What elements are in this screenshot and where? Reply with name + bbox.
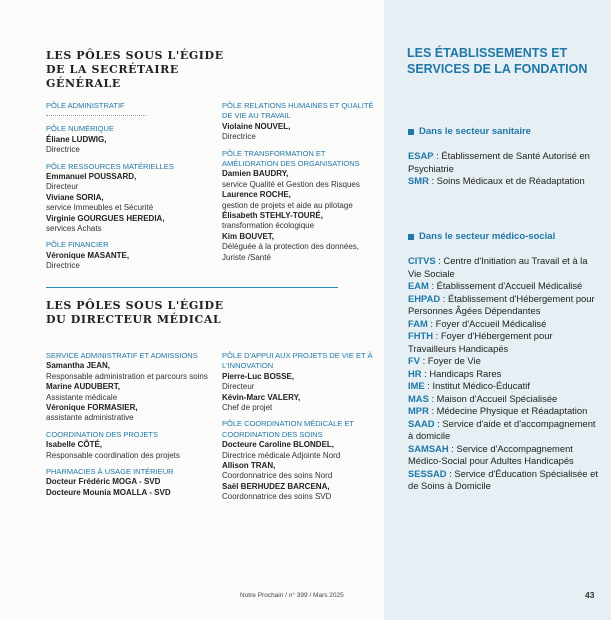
establishment-abbr: ESAP: [408, 150, 434, 161]
staff-name: Docteure Caroline BLONDEL,: [222, 440, 335, 450]
staff-group: [46, 124, 216, 155]
establishment-item: [408, 330, 598, 355]
staff-group: [46, 240, 216, 271]
section1-col-a: [46, 101, 216, 278]
staff-name: Isabelle CÔTÉ,: [46, 440, 103, 450]
establishment-abbr: SESSAD: [408, 467, 447, 479]
establishment-abbr: SAAD: [408, 417, 435, 429]
establishment-desc: : Service d'Éducation Spécialisée et de Soins à Domicile: [408, 467, 598, 491]
staff-role: Directeur: [46, 182, 79, 192]
staff-role: Assistante médicale: [46, 392, 118, 402]
staff-role: Responsable administration et parcours soins: [46, 371, 208, 381]
establishment-desc: : Établissement de Santé Autorisé en Psychiatrie: [408, 150, 590, 174]
group-heading: PÔLE NUMÉRIQUE: [46, 124, 114, 134]
establishment-abbr: FHTH: [408, 330, 433, 341]
group-spacer: [222, 503, 382, 509]
staff-group: [46, 351, 216, 424]
establishment-abbr: CITVS: [408, 255, 436, 266]
establishment-item: [408, 393, 598, 406]
staff-name: Véronique FORMASIER,: [46, 403, 138, 413]
medico-heading: [408, 231, 555, 242]
establishment-abbr: SAMSAH: [408, 442, 449, 454]
staff-name: Allison TRAN,: [222, 461, 276, 471]
page-number: 43: [585, 590, 595, 600]
establishment-item: [408, 443, 598, 468]
establishment-desc: : Service d'Accompagnement Médico-Social pour Adultes Handicapés: [408, 442, 574, 466]
square-bullet-icon: [408, 129, 414, 135]
staff-role: Directrice: [46, 145, 80, 155]
establishment-desc: : Foyer d'Hébergement pour Travailleurs Handicapés: [408, 330, 553, 354]
sanitaire-list: [408, 150, 598, 188]
group-heading: PÔLE RELATIONS HUMAINES ET QUALITÉ DE VIE AU TRAVAIL: [222, 101, 374, 121]
group-heading: PÔLE FINANCIER: [46, 240, 109, 250]
staff-group: [222, 351, 382, 413]
staff-role: service Immeubles et Sécurité: [46, 203, 154, 213]
group-spacer: [46, 498, 216, 504]
establishment-item: [408, 293, 598, 318]
staff-name: Damien BAUDRY,: [222, 169, 289, 179]
section2-col-b: [222, 351, 382, 509]
establishment-abbr: FAM: [408, 317, 428, 329]
establishment-item: [408, 418, 598, 443]
establishment-desc: : Soins Médicaux et de Réadaptation: [428, 175, 585, 186]
staff-role: Coordonnatrice des soins Nord: [222, 471, 333, 481]
staff-name: Marine AUDUBERT,: [46, 382, 120, 392]
staff-name: Docteure Mounia MOALLA - SVD: [46, 487, 171, 497]
staff-role: assistante administrative: [46, 413, 134, 423]
group-heading: SERVICE ADMINISTRATIF ET ADMISSIONS: [46, 351, 198, 360]
group-heading: PÔLE RESSOURCES MATÉRIELLES: [46, 161, 174, 171]
staff-group: [46, 430, 216, 461]
staff-role: Directeur: [222, 382, 255, 392]
group-heading: PÔLE COORDINATION MÉDICALE ET COORDINATION DES SOINS: [222, 419, 354, 439]
group-spacer: [222, 263, 382, 269]
establishment-desc: : Handicaps Rares: [421, 367, 502, 379]
establishment-item: [408, 355, 598, 368]
group-spacer: [46, 272, 216, 278]
staff-name: Docteur Frédéric MOGA - SVD: [46, 477, 161, 487]
dotted-divider: [46, 115, 146, 116]
staff-role: Coordonnatrice des soins SVD: [222, 492, 332, 502]
group-heading: PÔLE D'APPUI AUX PROJETS DE VIE ET À L'INNOVATION: [222, 351, 373, 371]
staff-name: Violaine NOUVEL,: [222, 121, 291, 131]
staff-role: Directrice: [222, 132, 256, 142]
footer: Notre Prochain / n° 399 / Mars 2025: [240, 592, 344, 599]
establishment-item: [408, 175, 598, 188]
group-heading: PÔLE ADMINISTRATIF: [46, 101, 125, 110]
section-divider: [46, 287, 338, 288]
section2-col-a: [46, 351, 216, 504]
establishment-abbr: HR: [408, 367, 422, 379]
staff-name: Kim BOUVET,: [222, 231, 275, 241]
staff-role: transformation écologique: [222, 221, 315, 231]
staff-group: [46, 101, 216, 116]
establishment-abbr: IME: [408, 380, 425, 391]
medico-heading-text: Dans le secteur médico-social: [419, 231, 556, 242]
staff-role: Juriste /Santé: [222, 252, 271, 262]
establishment-desc: : Établissement d'Hébergement pour Personnes Âgées Dépendantes: [408, 292, 595, 316]
establishment-abbr: FV: [408, 355, 420, 366]
staff-group: [46, 162, 216, 235]
staff-group: [46, 467, 216, 498]
staff-role: Chef de projet: [222, 403, 273, 413]
staff-name: Viviane SORIA,: [46, 192, 104, 202]
establishment-item: [408, 380, 598, 393]
establishment-desc: : Foyer de Vie: [419, 355, 481, 366]
section1-col-b: [222, 101, 382, 269]
group-heading: PÔLE TRANSFORMATION ET AMÉLIORATION DES ORGANISATIONS: [222, 148, 360, 169]
establishment-item: [408, 255, 598, 280]
staff-name: Samantha JEAN,: [46, 361, 111, 371]
staff-group: [222, 149, 382, 263]
establishment-abbr: EHPAD: [408, 292, 441, 304]
establishment-desc: : Foyer d'Accueil Médicalisé: [427, 317, 547, 329]
staff-name: Kévin-Marc VALERY,: [222, 392, 301, 402]
establishment-item: [408, 468, 598, 493]
staff-role: Déléguée à la protection des données,: [222, 242, 359, 252]
establishment-abbr: MPR: [408, 405, 429, 416]
medico-list: [408, 255, 598, 493]
establishment-item: [408, 405, 598, 418]
establishment-item: [408, 318, 598, 331]
establishment-item: [408, 280, 598, 293]
staff-group: [222, 101, 382, 143]
staff-role: Responsable coordination des projets: [46, 450, 180, 460]
square-bullet-icon: [408, 234, 414, 240]
staff-name: Virginie GOURGUES HEREDIA,: [46, 213, 165, 223]
establishment-desc: : Médecine Physique et Réadaptation: [428, 405, 588, 416]
establishment-abbr: SMR: [408, 175, 429, 186]
staff-name: Saël BERHUDEZ BARCENA,: [222, 481, 330, 491]
staff-role: Directrice médicale Adjointe Nord: [222, 450, 341, 460]
right-title: LES ÉTABLISSEMENTS ET SERVICES DE LA FONDATION: [407, 46, 588, 76]
staff-name: Pierre-Luc BOSSE,: [222, 371, 295, 381]
section2-title: LES PÔLES SOUS L'ÉGIDE DU DIRECTEUR MÉDICAL: [46, 299, 224, 326]
establishment-desc: : Institut Médico-Éducatif: [424, 380, 530, 391]
establishment-abbr: EAM: [408, 280, 429, 291]
staff-name: Éliane LUDWIG,: [46, 134, 107, 144]
staff-name: Véronique MASANTE,: [46, 250, 130, 260]
sanitaire-heading: [408, 126, 531, 137]
staff-role: service Qualité et Gestion des Risques: [222, 179, 360, 189]
section1-title: LES PÔLES SOUS L'ÉGIDE DE LA SECRÉTAIRE GÉNÉRALE: [46, 49, 224, 90]
establishment-item: [408, 368, 598, 381]
staff-name: Emmanuel POUSSARD,: [46, 172, 137, 182]
establishment-desc: : Centre d'Initiation au Travail et à la Vie Sociale: [408, 255, 588, 279]
staff-group: [222, 419, 382, 502]
sanitaire-heading-text: Dans le secteur sanitaire: [419, 126, 531, 137]
establishment-desc: : Maison d'Accueil Spécialisée: [428, 392, 558, 404]
group-heading: PHARMACIES À USAGE INTÉRIEUR: [46, 467, 174, 477]
establishment-item: [408, 150, 598, 175]
establishment-abbr: MAS: [408, 392, 429, 404]
establishment-desc: : Service d'aide et d'accompagnement à domicile: [408, 417, 596, 441]
staff-role: gestion de projets et aide au pilotage: [222, 200, 353, 210]
staff-name: Laurence ROCHE,: [222, 190, 291, 200]
staff-name: Élisabeth STEHLY-TOURÉ,: [222, 211, 323, 221]
group-heading: COORDINATION DES PROJETS: [46, 429, 158, 439]
staff-role: Directrice: [46, 261, 80, 271]
staff-role: services Achats: [46, 224, 102, 234]
establishment-desc: : Établissement d'Accueil Médicalisé: [428, 280, 583, 291]
